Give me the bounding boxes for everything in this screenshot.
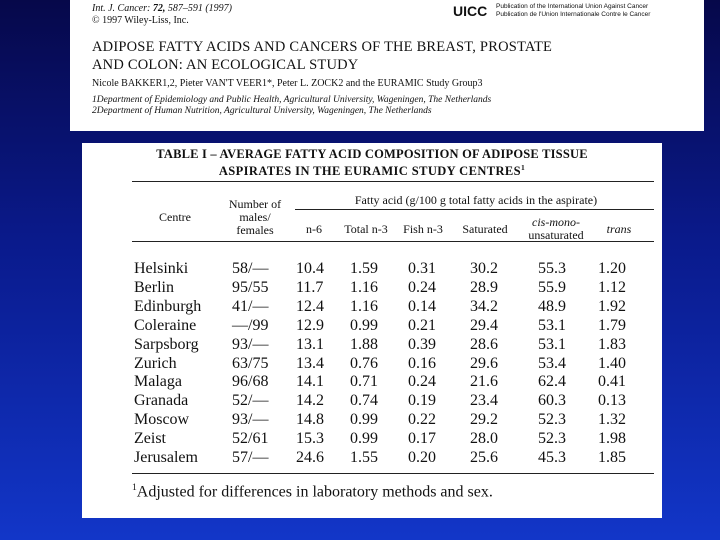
cell-centre: Sarpsborg xyxy=(134,335,199,353)
cell-saturated: 34.2 xyxy=(470,297,498,315)
fish-n3-column xyxy=(408,260,436,468)
cell-centre: Jerusalem xyxy=(134,449,198,467)
cell-trans: 1.98 xyxy=(598,430,626,448)
cell-fish-n3: 0.17 xyxy=(408,430,436,448)
cell-trans: 1.40 xyxy=(598,354,626,372)
cell-number: 96/68 xyxy=(232,373,269,391)
cell-saturated: 29.4 xyxy=(470,316,498,334)
cell-total-n3: 1.88 xyxy=(350,335,378,353)
publication-line-1: Publication of the International Union Against Cancer xyxy=(496,3,649,10)
caption-line-2: ASPIRATES IN THE EURAMIC STUDY CENTRES xyxy=(218,164,522,179)
cell-n6: 14.1 xyxy=(296,373,324,391)
cell-trans: 0.13 xyxy=(598,392,626,410)
cell-number: 41/— xyxy=(232,297,269,315)
cell-centre: Helsinki xyxy=(134,260,189,277)
header-centre: Centre xyxy=(159,210,191,224)
cell-total-n3: 0.99 xyxy=(350,316,378,334)
cell-n6: 13.4 xyxy=(296,354,324,372)
cell-centre: Coleraine xyxy=(134,316,197,334)
cell-total-n3: 1.55 xyxy=(350,449,378,467)
cell-number: 63/75 xyxy=(232,354,269,372)
cell-trans: 1.32 xyxy=(598,411,626,429)
cell-saturated: 28.6 xyxy=(470,335,498,353)
cell-trans: 1.92 xyxy=(598,297,626,315)
cell-centre: Zeist xyxy=(134,430,166,448)
cell-n6: 10.4 xyxy=(296,260,324,277)
cell-number: 95/55 xyxy=(232,278,269,296)
header-cis-mono: cis-mono- unsaturated xyxy=(528,215,584,242)
cell-fish-n3: 0.14 xyxy=(408,297,436,315)
cell-fish-n3: 0.39 xyxy=(408,335,436,353)
cell-fish-n3: 0.31 xyxy=(408,260,436,277)
caption-line-1: TABLE I – AVERAGE FATTY ACID COMPOSITION OF ADIPOSE TISSUE xyxy=(156,147,588,161)
cell-number: 52/— xyxy=(232,392,269,410)
cell-n6: 11.7 xyxy=(296,278,324,296)
cell-fish-n3: 0.21 xyxy=(408,316,436,334)
journal-volume: 72, xyxy=(152,3,166,14)
cell-trans: 1.83 xyxy=(598,335,626,353)
cell-n6: 12.4 xyxy=(296,297,324,315)
publication-note xyxy=(496,3,650,19)
title-line-1: ADIPOSE FATTY ACIDS AND CANCERS OF THE BREAST, PROSTATE xyxy=(92,39,553,55)
title-line-2: AND COLON: AN ECOLOGICAL STUDY xyxy=(92,57,359,73)
header-fatty-acid: Fatty acid (g/100 g total fatty acids in the aspirate) xyxy=(354,193,598,207)
cell-saturated: 28.9 xyxy=(470,278,498,296)
cell-cis: 55.3 xyxy=(538,260,566,277)
cell-trans: 0.41 xyxy=(598,373,626,391)
header-total-n3: Total n-3 xyxy=(344,222,388,236)
cell-cis: 52.3 xyxy=(538,411,566,429)
cell-n6: 13.1 xyxy=(296,335,324,353)
cell-number: —/99 xyxy=(232,316,269,334)
cell-saturated: 28.0 xyxy=(470,430,498,448)
cell-total-n3: 1.16 xyxy=(350,278,378,296)
cell-number: 52/61 xyxy=(232,430,269,448)
cell-number: 57/— xyxy=(232,449,269,467)
copyright: © 1997 Wiley-Liss, Inc. xyxy=(92,15,189,26)
cell-number: 58/— xyxy=(232,260,269,277)
cell-trans: 1.85 xyxy=(598,449,626,467)
footnote-mark: 1 xyxy=(132,482,137,493)
cell-cis: 45.3 xyxy=(538,449,566,467)
cell-total-n3: 1.16 xyxy=(350,297,378,315)
journal-name: Int. J. Cancer: xyxy=(92,3,151,14)
cell-n6: 15.3 xyxy=(296,430,324,448)
header-fish-n3: Fish n-3 xyxy=(403,222,443,236)
caption-footnote-mark: 1 xyxy=(521,163,526,172)
cell-total-n3: 1.59 xyxy=(350,260,378,277)
cell-number: 93/— xyxy=(232,335,269,353)
cell-total-n3: 0.99 xyxy=(350,430,378,448)
cell-saturated: 23.4 xyxy=(470,392,498,410)
cell-trans: 1.20 xyxy=(598,260,626,277)
cell-n6: 24.6 xyxy=(296,449,324,467)
paper-header xyxy=(70,0,704,131)
table-bottom-rule xyxy=(132,473,654,474)
affiliation-2: 2Department of Human Nutrition, Agricultural University, Wageningen, The Netherlands xyxy=(92,106,432,116)
centre-column xyxy=(134,260,201,468)
cell-total-n3: 0.71 xyxy=(350,373,378,391)
cell-cis: 53.4 xyxy=(538,354,566,372)
trans-column xyxy=(598,260,626,468)
journal-pages: 587–591 (1997) xyxy=(167,3,232,14)
header-number: Number of males/ females xyxy=(228,197,282,237)
cell-saturated: 25.6 xyxy=(470,449,498,467)
publication-line-2: Publication de l'Union Internationale Contre le Cancer xyxy=(496,11,651,18)
paper-title xyxy=(92,38,692,74)
cell-n6: 14.8 xyxy=(296,411,324,429)
cell-centre: Granada xyxy=(134,392,189,410)
header-saturated: Saturated xyxy=(462,222,508,236)
cell-cis: 60.3 xyxy=(538,392,566,410)
affiliation-1: 1Department of Epidemiology and Public Health, Agricultural University, Wageningen, The Netherlands xyxy=(92,95,492,105)
cell-cis: 62.4 xyxy=(538,373,566,391)
table-caption xyxy=(82,147,662,178)
cell-saturated: 21.6 xyxy=(470,373,498,391)
number-column xyxy=(232,260,268,468)
cell-fish-n3: 0.22 xyxy=(408,411,436,429)
saturated-column xyxy=(470,260,498,468)
header-trans: trans xyxy=(606,222,632,236)
cell-total-n3: 0.99 xyxy=(350,411,378,429)
uicc-logo: UICC xyxy=(453,3,488,19)
cell-fish-n3: 0.20 xyxy=(408,449,436,467)
cell-n6: 14.2 xyxy=(296,392,324,410)
cell-fish-n3: 0.24 xyxy=(408,373,436,391)
cell-total-n3: 0.74 xyxy=(350,392,378,410)
header-n6: n-6 xyxy=(306,222,322,236)
cell-centre: Zurich xyxy=(134,354,177,372)
cell-fish-n3: 0.16 xyxy=(408,354,436,372)
cell-centre: Edinburgh xyxy=(134,297,202,315)
cell-cis: 48.9 xyxy=(538,297,566,315)
cell-saturated: 29.2 xyxy=(470,411,498,429)
cis-column xyxy=(538,260,566,468)
cell-number: 93/— xyxy=(232,411,269,429)
cell-centre: Moscow xyxy=(134,411,190,429)
cell-trans: 1.79 xyxy=(598,316,626,334)
cell-n6: 12.9 xyxy=(296,316,324,334)
affiliations xyxy=(92,95,491,117)
cell-centre: Berlin xyxy=(134,278,174,296)
fatty-acid-rule xyxy=(295,209,654,210)
cell-fish-n3: 0.19 xyxy=(408,392,436,410)
cell-fish-n3: 0.24 xyxy=(408,278,436,296)
cell-cis: 53.1 xyxy=(538,335,566,353)
data-table xyxy=(82,143,662,518)
cell-trans: 1.12 xyxy=(598,278,626,296)
cell-saturated: 30.2 xyxy=(470,260,498,277)
cell-cis: 55.9 xyxy=(538,278,566,296)
authors: Nicole BAKKER1,2, Pieter VAN'T VEER1*, Peter L. ZOCK2 and the EURAMIC Study Group3 xyxy=(92,78,483,89)
table-footnote xyxy=(132,482,493,501)
cell-cis: 52.3 xyxy=(538,430,566,448)
table-top-rule xyxy=(132,181,654,182)
footnote-text: Adjusted for differences in laboratory methods and sex. xyxy=(136,483,493,501)
cell-cis: 53.1 xyxy=(538,316,566,334)
n6-column xyxy=(296,260,324,468)
total-n3-column xyxy=(350,260,378,468)
cell-centre: Malaga xyxy=(134,373,182,391)
cell-saturated: 29.6 xyxy=(470,354,498,372)
cell-total-n3: 0.76 xyxy=(350,354,378,372)
